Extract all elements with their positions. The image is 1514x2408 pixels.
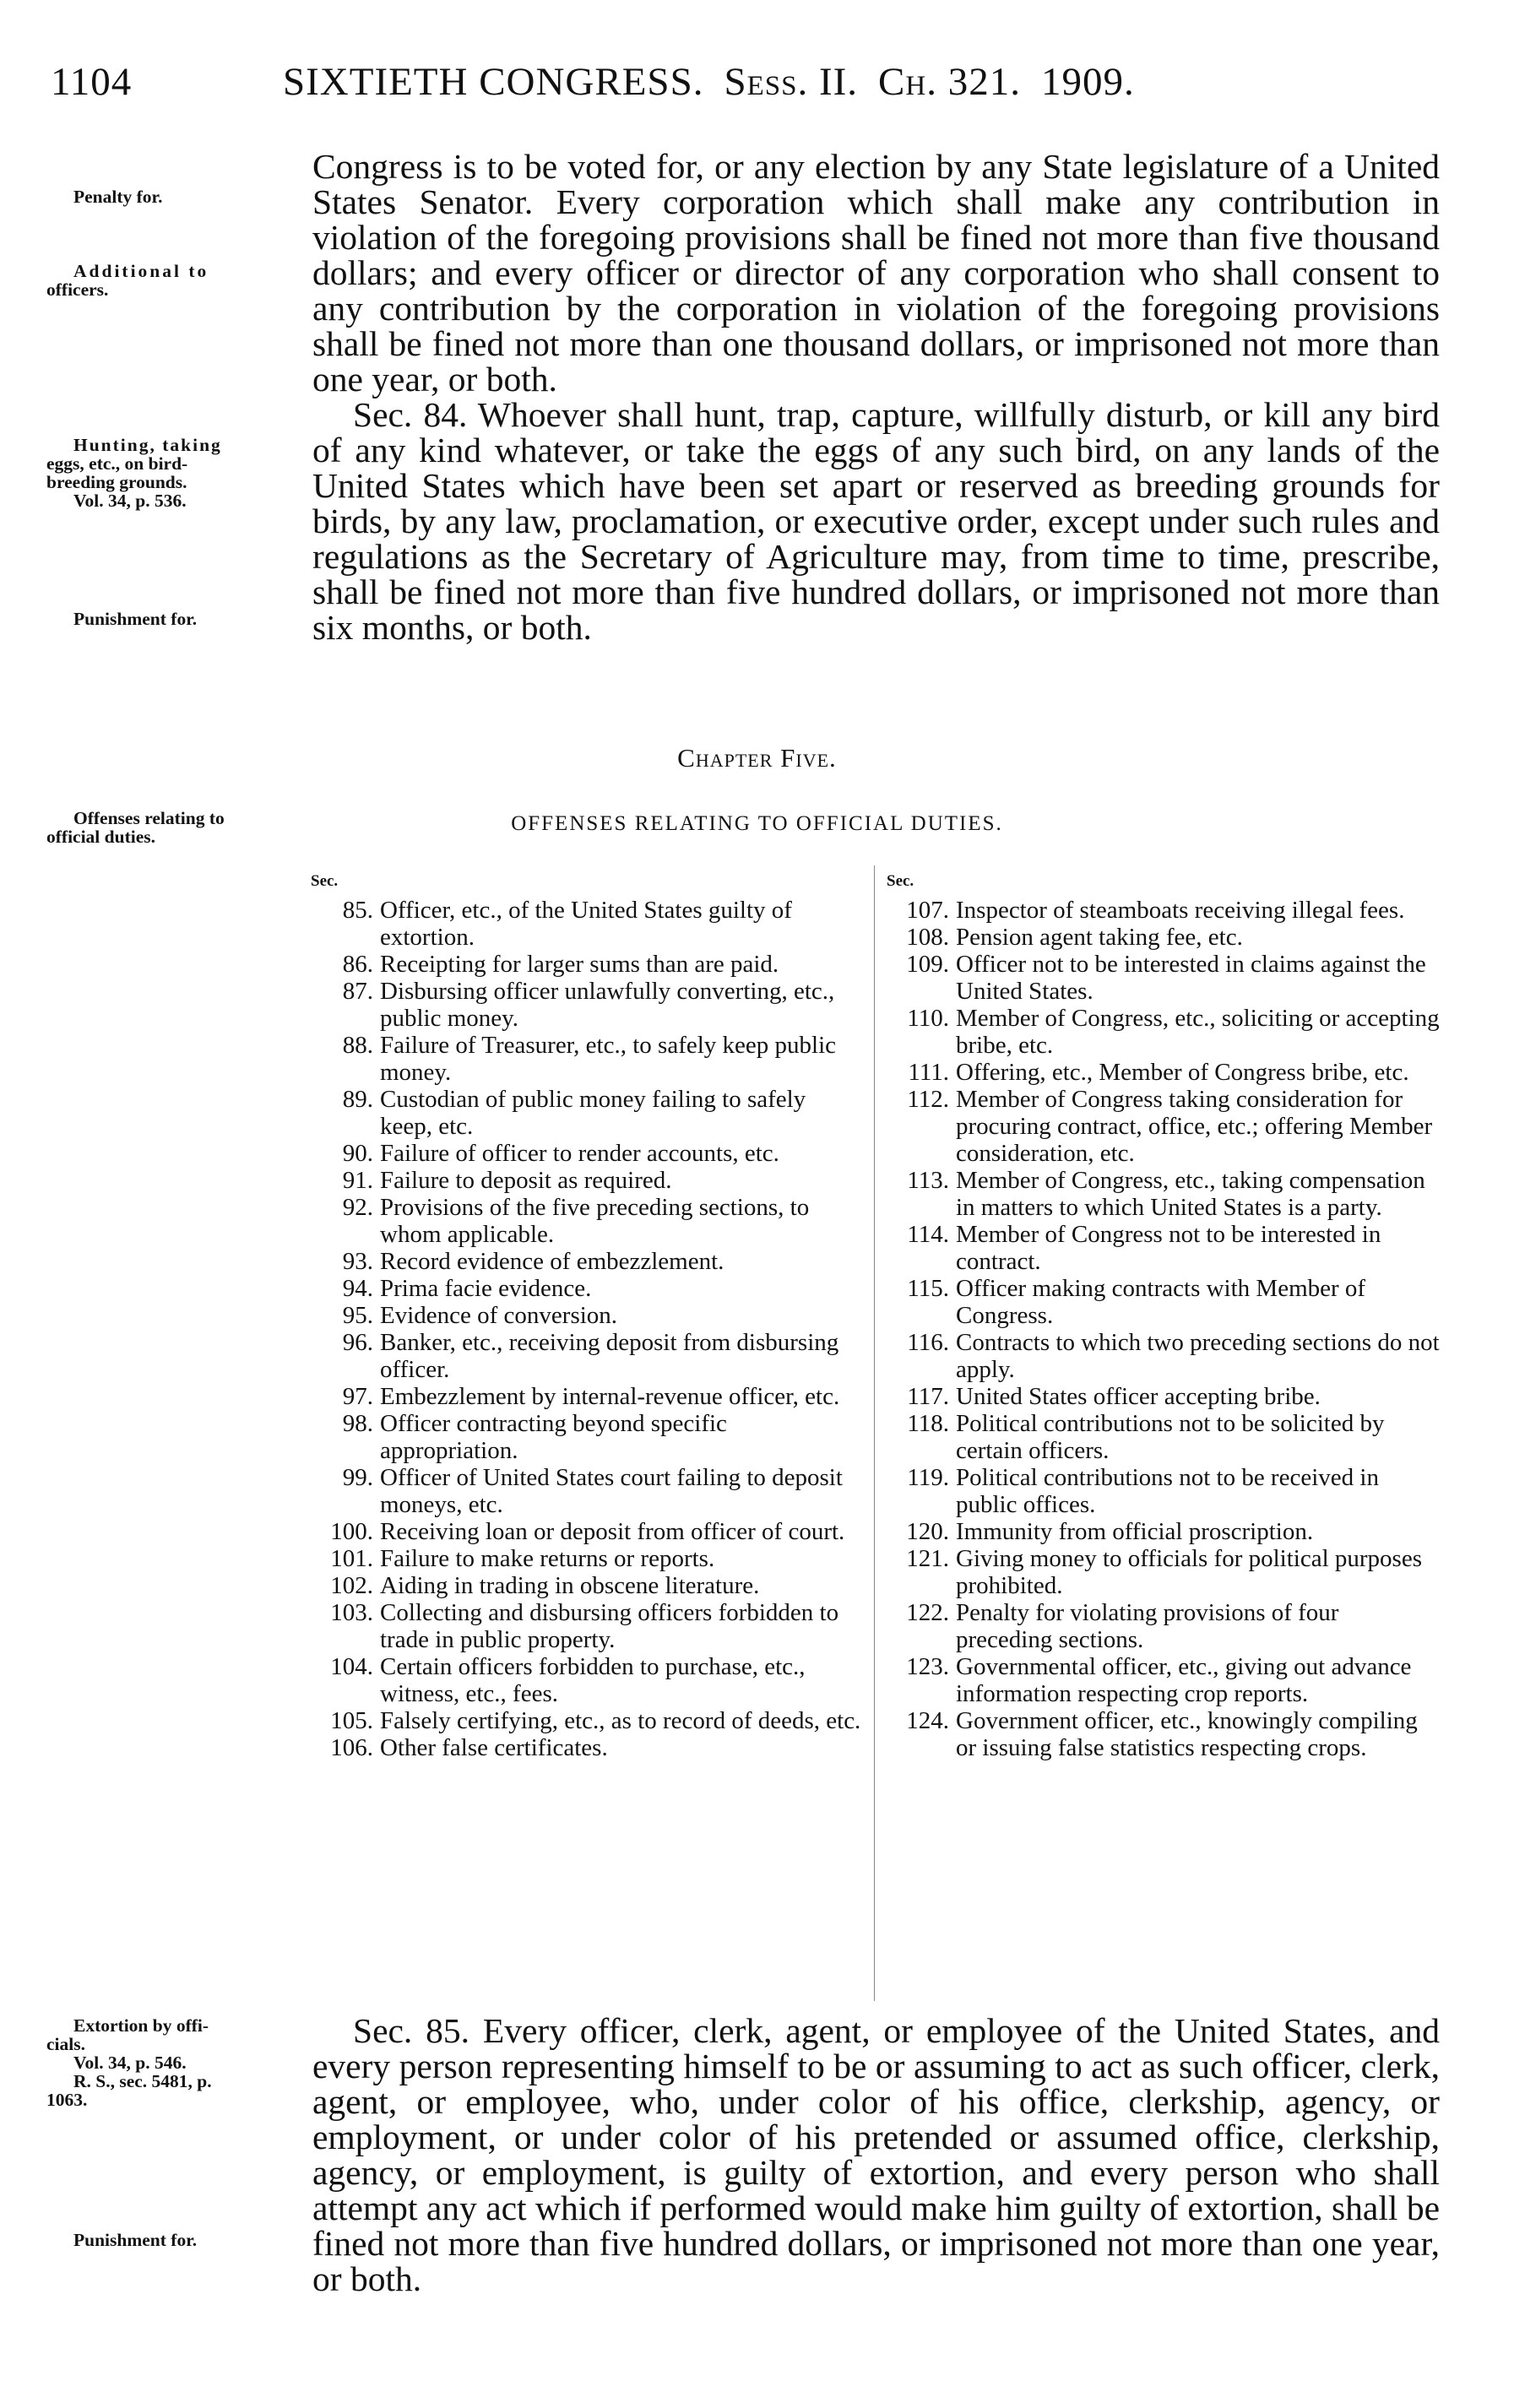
toc-item-text: Pension agent taking fee, etc.: [956, 924, 1243, 951]
toc-item-text: Penalty for violating provisions of four preceding sections.: [956, 1599, 1339, 1653]
toc-item-number: 106.: [330, 1734, 373, 1761]
toc-item-text: Officer not to be interested in claims against the United States.: [956, 951, 1426, 1005]
toc-column-divider: [874, 865, 876, 2001]
section-85: [312, 2013, 1440, 2297]
toc-item-number: 103.: [330, 1599, 373, 1626]
toc-item: [887, 1329, 1440, 1383]
toc-item-number: 110.: [907, 1005, 949, 1032]
toc-item-text: Certain officers forbidden to purchase, etc., witness, etc., fees.: [380, 1653, 806, 1707]
toc-item-number: 102.: [330, 1572, 373, 1599]
toc-item-text: Officer of United States court failing to deposit moneys, etc.: [380, 1464, 843, 1518]
toc-item-text: Record evidence of embezzlement.: [380, 1248, 724, 1275]
toc-item-text: Offering, etc., Member of Congress bribe, etc.: [956, 1059, 1409, 1086]
toc-item: [887, 1005, 1440, 1059]
chapter-title: Chapter Five.: [677, 743, 837, 773]
toc-item: [311, 1545, 864, 1572]
toc-item: [887, 1383, 1440, 1410]
toc-item-number: 107.: [906, 897, 949, 924]
toc-item-text: Member of Congress not to be interested in contract.: [956, 1221, 1381, 1275]
toc-item: [887, 1518, 1440, 1545]
toc-item: [311, 1086, 864, 1140]
congress-title: SIXTIETH CONGRESS.: [283, 60, 704, 104]
toc-item-text: Failure of Treasurer, etc., to safely keep public money.: [380, 1032, 837, 1086]
toc-item-text: Officer contracting beyond specific appropriation.: [380, 1410, 727, 1464]
toc-item: [311, 1599, 864, 1653]
toc-item-number: 90.: [342, 1140, 373, 1167]
margin-note-hunting: Hunting, taking eggs, etc., on bird- breeding grounds. Vol. 34, p. 536.: [46, 435, 222, 511]
toc-item-number: 113.: [907, 1167, 949, 1194]
toc-item-number: 86.: [342, 951, 373, 978]
toc-item-text: Member of Congress taking consideration for procuring contract, office, etc.; offering Member consideration, etc.: [956, 1086, 1433, 1167]
toc-item: [311, 978, 864, 1032]
toc-item-text: Officer, etc., of the United States guilty of extortion.: [380, 897, 792, 951]
toc-item-text: Political contributions not to be solicited by certain officers.: [956, 1410, 1385, 1464]
toc-item-number: 92.: [342, 1194, 373, 1221]
toc-item: [887, 1275, 1440, 1329]
toc-item-text: Provisions of the five preceding sections, to whom applicable.: [380, 1194, 810, 1248]
toc-item: [887, 924, 1440, 951]
toc-item-number: 104.: [330, 1653, 373, 1680]
toc-item-text: Embezzlement by internal-revenue officer, etc.: [380, 1383, 840, 1410]
toc-item: [311, 1194, 864, 1248]
toc-item: [311, 1032, 864, 1086]
toc-item-number: 101.: [330, 1545, 373, 1572]
toc-item: [311, 1302, 864, 1329]
toc-item-number: 105.: [330, 1707, 373, 1734]
toc-item: [311, 1464, 864, 1518]
margin-note-punishment-1: Punishment for.: [73, 609, 198, 629]
toc-item: [311, 1140, 864, 1167]
toc-item: [311, 1707, 864, 1734]
toc-item: [887, 1545, 1440, 1599]
toc-item-number: 89.: [342, 1086, 373, 1113]
toc-item-number: 123.: [906, 1653, 949, 1680]
margin-note-offenses: Offenses relating to official duties.: [46, 808, 225, 847]
section-83-continuation: [312, 149, 1440, 645]
toc-item-text: Inspector of steamboats receiving illegal fees.: [956, 897, 1405, 924]
toc-item-number: 112.: [907, 1086, 949, 1113]
page-number: 1104: [51, 60, 133, 104]
toc-item-number: 119.: [907, 1464, 949, 1491]
toc-item-text: Political contributions not to be received in public offices.: [956, 1464, 1379, 1518]
paragraph-83-end: Congress is to be voted for, or any election by any State legislature of a United States Senator. Every corporation which shall make any contribution in violation of the foregoing provisions shall be fined not more than five thousand dollars; and every officer or director of any corporation who shall consent to any contribution by the corporation in violation of the foregoing provisions shall be fined not more than one thousand dollars, or imprisoned not more than one year, or both.: [312, 147, 1440, 399]
chapter-label: Ch. 321.: [878, 60, 1021, 104]
toc-item-number: 96.: [342, 1329, 373, 1356]
toc-item: [311, 1518, 864, 1545]
toc-item: [311, 1329, 864, 1383]
toc-item-number: 100.: [330, 1518, 373, 1545]
toc-item-number: 93.: [342, 1248, 373, 1275]
margin-note-additional-officers: Additional to officers.: [46, 261, 209, 300]
toc-item-text: Receiving loan or deposit from officer of court.: [380, 1518, 845, 1545]
toc-item-number: 114.: [907, 1221, 949, 1248]
toc-item: [887, 1464, 1440, 1518]
toc-sec-label: Sec.: [311, 872, 339, 890]
year-label: 1909.: [1040, 60, 1135, 104]
margin-note-extortion: Extortion by offi- cials. Vol. 34, p. 546. R. S., sec. 5481, p. 1063.: [46, 2015, 212, 2110]
toc-item: [311, 1167, 864, 1194]
toc-item-text: Banker, etc., receiving deposit from disbursing officer.: [380, 1329, 839, 1383]
toc-item: [887, 1410, 1440, 1464]
paragraph-sec-84: Sec. 84. Whoever shall hunt, trap, capture, willfully disturb, or kill any bird of any kind whatever, or take the eggs of any such bird, on any lands of the United States which have been set apart or reserved as breeding grounds for birds, by any law, proclamation, or executive order, except under such rules and regulations as the Secretary of Agriculture may, from time to time, prescribe, shall be fined not more than five hundred dollars, or imprisoned not more than six months, or both.: [312, 395, 1440, 647]
toc-item-number: 108.: [906, 924, 949, 951]
toc-item-number: 91.: [342, 1167, 373, 1194]
toc-item: [887, 1653, 1440, 1707]
toc-item-text: Member of Congress, etc., soliciting or accepting bribe, etc.: [956, 1005, 1440, 1059]
toc-item-text: Custodian of public money failing to safely keep, etc.: [380, 1086, 806, 1140]
toc-item-text: Receipting for larger sums than are paid.: [380, 951, 779, 978]
toc-item-text: Giving money to officials for political purposes prohibited.: [956, 1545, 1422, 1599]
toc-item: [311, 897, 864, 951]
toc-item-number: 87.: [342, 978, 373, 1005]
toc-item: [887, 1086, 1440, 1167]
toc-item: [311, 1653, 864, 1707]
toc-item-number: 94.: [342, 1275, 373, 1302]
toc-item-number: 98.: [342, 1410, 373, 1437]
toc-item-number: 95.: [342, 1302, 373, 1329]
toc-item-text: Disbursing officer unlawfully converting, etc., public money.: [380, 978, 835, 1032]
toc-item-text: Falsely certifying, etc., as to record of deeds, etc.: [380, 1707, 861, 1734]
toc-item-text: United States officer accepting bribe.: [956, 1383, 1321, 1410]
toc-item-number: 88.: [342, 1032, 373, 1059]
toc-item-number: 118.: [907, 1410, 949, 1437]
toc-right-list: [887, 897, 1440, 1761]
running-head: [283, 59, 1135, 105]
toc-item-number: 124.: [906, 1707, 949, 1734]
toc-item-text: Collecting and disbursing officers forbidden to trade in public property.: [380, 1599, 839, 1653]
toc-item-text: Immunity from official proscription.: [956, 1518, 1314, 1545]
toc-item-number: 122.: [906, 1599, 949, 1626]
toc-item: [887, 1707, 1440, 1761]
toc-right-column: [887, 868, 1440, 1761]
toc-item-number: 116.: [907, 1329, 949, 1356]
toc-item-text: Member of Congress, etc., taking compensation in matters to which United States is a party.: [956, 1167, 1425, 1221]
toc-item-text: Governmental officer, etc., giving out advance information respecting crop reports.: [956, 1653, 1412, 1707]
chapter-subtitle: OFFENSES RELATING TO OFFICIAL DUTIES.: [511, 812, 1003, 835]
toc-item-text: Contracts to which two preceding sections do not apply.: [956, 1329, 1440, 1383]
toc-item-text: Failure of officer to render accounts, etc.: [380, 1140, 779, 1167]
toc-item-text: Aiding in trading in obscene literature.: [380, 1572, 760, 1599]
toc-item: [311, 1572, 864, 1599]
toc-item: [887, 1167, 1440, 1221]
toc-item-text: Failure to deposit as required.: [380, 1167, 672, 1194]
toc-item-text: Evidence of conversion.: [380, 1302, 618, 1329]
toc-item: [311, 1275, 864, 1302]
toc-item: [311, 1383, 864, 1410]
toc-item: [887, 951, 1440, 1005]
toc-item-text: Government officer, etc., knowingly compiling or issuing false statistics respecting crops.: [956, 1707, 1418, 1761]
toc-item-number: 109.: [906, 951, 949, 978]
toc-item-number: 85.: [342, 897, 373, 924]
margin-note-punishment-2: Punishment for.: [73, 2230, 198, 2250]
toc-item-number: 117.: [907, 1383, 949, 1410]
toc-item: [311, 1734, 864, 1761]
toc-item-number: 97.: [342, 1383, 373, 1410]
toc-item: [887, 1221, 1440, 1275]
toc-item: [887, 1059, 1440, 1086]
toc-item: [311, 1410, 864, 1464]
margin-note-penalty: Penalty for.: [73, 187, 163, 207]
toc-item: [887, 897, 1440, 924]
toc-item-number: 121.: [906, 1545, 949, 1572]
toc-item: [311, 1248, 864, 1275]
toc-item-number: 120.: [906, 1518, 949, 1545]
toc-item-text: Prima facie evidence.: [380, 1275, 592, 1302]
toc-sec-label: Sec.: [887, 872, 914, 890]
paragraph-sec-85: Sec. 85. Every officer, clerk, agent, or employee of the United States, and every person representing himself to be or assuming to act as such officer, clerk, agent, or employee, who, under color of his office, clerkship, agency, or employment, or under color of his pretended or assumed office, clerkship, agency, or employment, is guilty of extortion, and every person who shall attempt any act which if performed would make him guilty of extortion, shall be fined not more than five hundred dollars, or imprisoned not more than one year, or both.: [312, 2011, 1440, 2298]
toc-left-column: [311, 868, 864, 1761]
toc-item-number: 99.: [342, 1464, 373, 1491]
toc-left-list: [311, 897, 864, 1761]
toc-item: [311, 951, 864, 978]
toc-item-number: 115.: [907, 1275, 949, 1302]
toc-item-text: Officer making contracts with Member of Congress.: [956, 1275, 1366, 1329]
page-header: [51, 59, 1351, 118]
session-label: Sess. II.: [724, 60, 859, 104]
toc-item: [887, 1599, 1440, 1653]
toc-item-number: 111.: [908, 1059, 949, 1086]
toc-item-text: Failure to make returns or reports.: [380, 1545, 715, 1572]
toc-item-text: Other false certificates.: [380, 1734, 608, 1761]
